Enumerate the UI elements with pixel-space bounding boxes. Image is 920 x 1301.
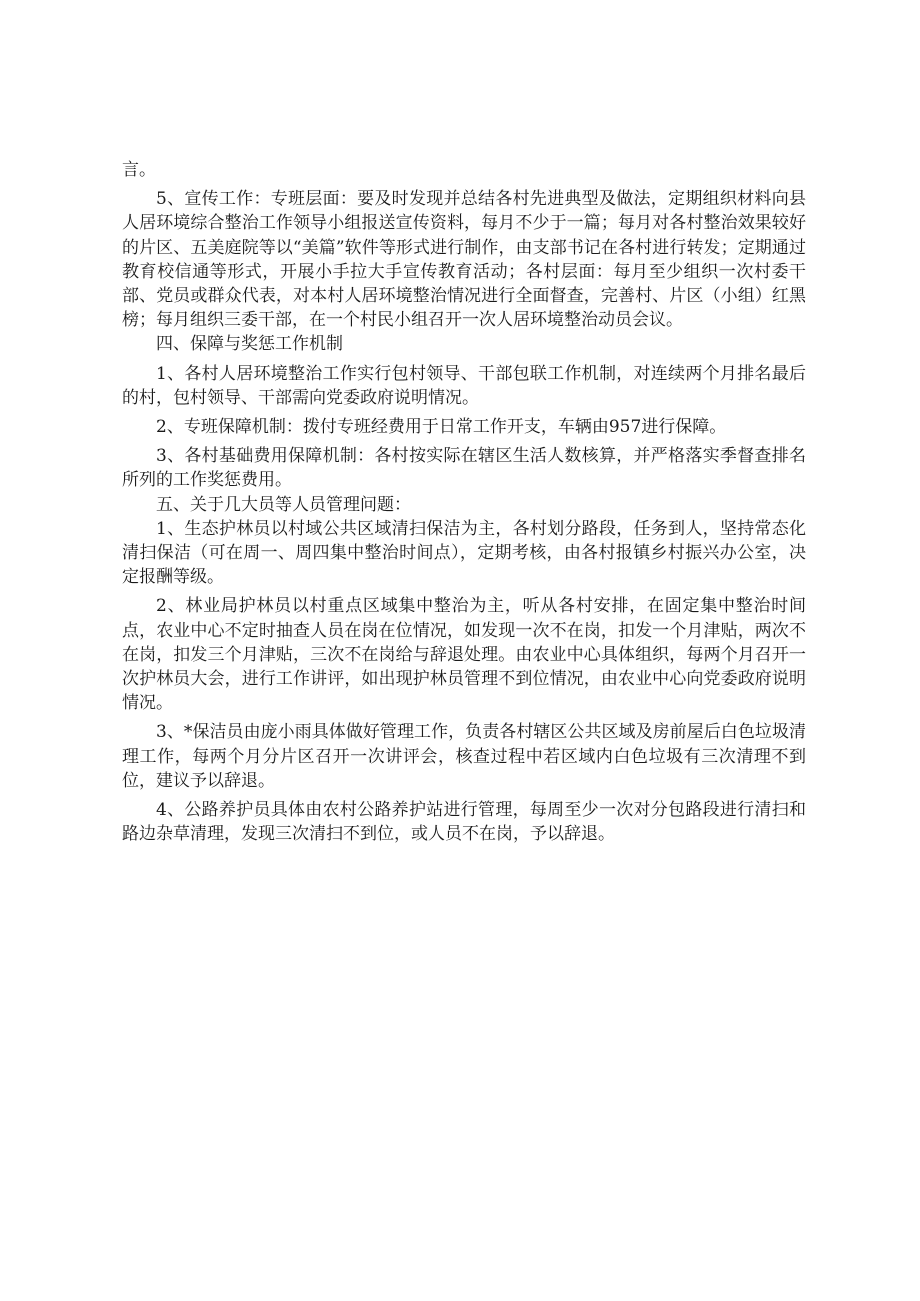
paragraph-personnel-3: 3、*保洁员由庞小雨具体做好管理工作，负责各村辖区公共区域及房前屋后白色垃圾清理工作，每两个月分片区召开一次讲评会，核查过程中若区域内白色垃圾有三次清理不到位，建议予以辞退。	[122, 722, 806, 791]
section-heading-personnel: 五、关于几大员等人员管理问题：	[156, 494, 411, 515]
paragraph-personnel-4: 4、公路养护员具体由农村公路养护站进行管理，每周至少一次对分包路段进行清扫和路边杂草清理，发现三次清扫不到位，或人员不在岗，予以辞退。	[122, 800, 806, 845]
paragraph-guarantee-3: 3、各村基础费用保障机制：各村按实际在辖区生活人数核算，并严格落实季督查排名所列的工作奖惩费用。	[122, 446, 806, 491]
paragraph-guarantee-1: 1、各村人居环境整治工作实行包村领导、干部包联工作机制，对连续两个月排名最后的村，包村领导、干部需向党委政府说明情况。	[122, 363, 806, 408]
paragraph-personnel-1: 1、生态护林员以村域公共区域清扫保洁为主，各村划分路段，任务到人，坚持常态化清扫保洁（可在周一、周四集中整治时间点），定期考核，由各村报镇乡村振兴办公室，决定报酬等级。	[122, 518, 806, 588]
paragraph-continuation: 言。	[122, 160, 156, 180]
section-heading-guarantee: 四、保障与奖惩工作机制	[156, 334, 343, 355]
paragraph-publicity-work: 5、宣传工作：专班层面：要及时发现并总结各村先进典型及做法，定期组织材料向县人居环境综合整治工作领导小组报送宣传资料，每月不少于一篇；每月对各村整治效果较好的片区、五美庭院等以“美篇”软件等形式进行制作，由支部书记在各村进行转发；定期通过教育校信通等形式，开展小手拉大手宣传教育活动；各村层面：每月至少组织一次村委干部、党员或群众代表，对本村人居环境整治情况进行全面督查，完善村、片区（小组）红黑榜；每月组织三委干部，在一个村民小组召开一次人居环境整治动员会议。	[122, 189, 806, 331]
document-page	[122, 158, 806, 846]
paragraph-personnel-2: 2、林业局护林员以村重点区域集中整治为主，听从各村安排，在固定集中整治时间点，农业中心不定时抽查人员在岗在位情况，如发现一次不在岗，扣发一个月津贴，两次不在岗，扣发三个月津贴，三次不在岗给与辞退处理。由农业中心具体组织，每两个月召开一次护林员大会，进行工作讲评，如出现护林员管理不到位情况，由农业中心向党委政府说明情况。	[122, 596, 806, 714]
paragraph-guarantee-2: 2、专班保障机制：拨付专班经费用于日常工作开支，车辆由957进行保障。	[156, 417, 727, 438]
